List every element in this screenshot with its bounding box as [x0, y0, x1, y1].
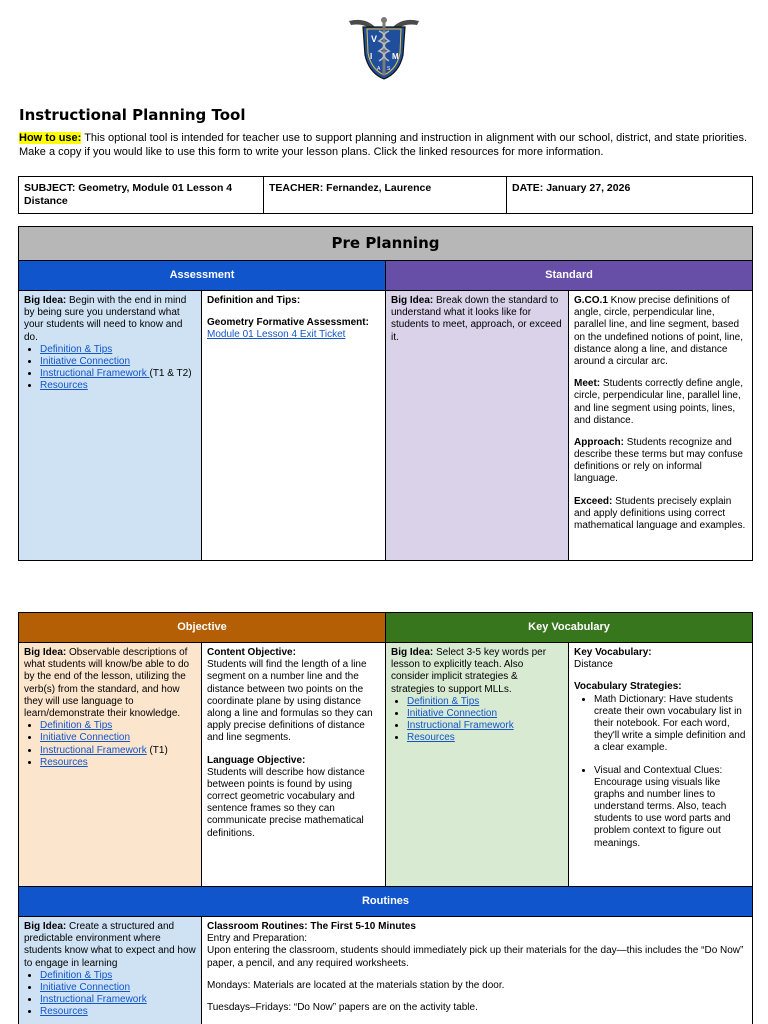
standard-details-cell: G.CO.1 Know precise definitions of angle, circle, perpendicular line, parallel line, and line segment, based on the undefined notions of point, line, distance along a line, and distance around a circular arc. Meet: Students correctly define angle, circle, perpendicular line, parallel line, and line segment using points, lines, and distance. Approach: Students recognize and describe these terms but may confuse definitions or rely on informal language. Exceed: Students precisely explain and apply definitions using correct mathematical language and examples. [569, 291, 753, 561]
date-cell: DATE: January 27, 2026 [507, 177, 753, 214]
vocab-strategy-item: • Visual and Contextual Clues: Encourage using visuals like graphs and number lines to understand terms. Also, teach students to use word parts and problem context to figure out meanings. [594, 765, 747, 850]
instructional-framework-link[interactable]: Instructional Framework [40, 368, 150, 380]
logo-letter: A [377, 66, 381, 72]
objective-header: Objective [19, 613, 386, 643]
vocab-strategy-item: • Math Dictionary: Have students create their own vocabulary list in their notebook. For each word, they'll write a simple definition and a clear example. [594, 694, 747, 755]
definition-tips-link[interactable]: Definition & Tips [40, 969, 113, 981]
vocabulary-details-cell: Key Vocabulary: Distance Vocabulary Strategies: • Math Dictionary: Have students create their own vocabulary list in their notebook. For each word, they'll write a simple definition and a clear example. • Visual and Contextual Clues: Encourage using visuals like graphs and number lines to understand terms. Also, teach students to use word parts and problem context to figure out meanings. [569, 643, 753, 887]
how-to-use-label: How to use: [19, 132, 82, 144]
objective-vocabulary-table [18, 612, 753, 1024]
resources-link[interactable]: Resources [407, 732, 455, 744]
key-vocabulary-header: Key Vocabulary [386, 613, 753, 643]
standard-big-idea-cell: Big Idea: Break down the standard to understand what it looks like for students to meet, approach, or exceed it. [386, 291, 569, 561]
how-to-use-text [19, 131, 754, 160]
instructional-framework-link[interactable]: Instructional Framework [40, 994, 147, 1006]
initiative-connection-link[interactable]: Initiative Connection [40, 981, 131, 993]
definition-tips-link[interactable]: Definition & Tips [40, 343, 113, 355]
initiative-connection-link[interactable]: Initiative Connection [40, 732, 131, 744]
def-tips-label: Definition and Tips: [207, 295, 301, 306]
teacher-cell: TEACHER: Fernandez, Laurence [264, 177, 507, 214]
objective-details-cell: Content Objective: Students will find the length of a line segment on a number line and the distance between two points on the coordinate plane by using distance along a line and formulas so they can apply precise definitions of distance and line segments. Language Objective: Students will describe how distance between points is found by using correct geometric vocabulary and sentence frames so they can communicate precise mathematical definitions. [202, 643, 386, 887]
page-title: Instructional Planning Tool [19, 106, 246, 124]
resources-link[interactable]: Resources [40, 756, 88, 768]
initiative-connection-link[interactable]: Initiative Connection [407, 707, 498, 719]
resources-link[interactable]: Resources [40, 380, 88, 392]
logo-letter: I [370, 52, 373, 61]
instructional-framework-link[interactable]: Instructional Framework [407, 720, 514, 732]
exit-ticket-link[interactable]: Module 01 Lesson 4 Exit Ticket [207, 329, 346, 341]
instructional-framework-link[interactable]: Instructional Framework [40, 744, 147, 756]
initiative-connection-link[interactable]: Initiative Connection [40, 355, 131, 367]
routines-details-cell: Classroom Routines: The First 5-10 Minutes Entry and Preparation: Upon entering the classroom, students should immediately pick up their materials for the day—this includes the “Do Now” paper, a pencil, and any required worksheets. Mondays: Materials are located at the materials station by the door. Tuesdays–Fridays: “Do Now” papers are on the activity table. [202, 917, 753, 1024]
logo-letter: V [371, 34, 378, 44]
objective-big-idea-cell: Big Idea: Observable descriptions of what students will know/be able to do by the end of the lesson, utilizing the verb(s) from the standard, and how they will use language to learn/demonstrate their knowledge. • Definition & Tips • Initiative Connection • Instructional Framework (T1) • Resources [19, 643, 202, 887]
lesson-info-table [18, 176, 753, 214]
routines-big-idea-cell: Big Idea: Create a structured and predictable environment where students know what to expect and how to engage in learning • Definition & Tips • Initiative Connection • Instructional Framework • Resources [19, 917, 202, 1024]
formative-label: Geometry Formative Assessment: [207, 317, 369, 329]
definition-tips-link[interactable]: Definition & Tips [40, 720, 113, 732]
pre-planning-table [18, 226, 753, 561]
pre-planning-header: Pre Planning [19, 227, 753, 261]
routines-header: Routines [19, 887, 753, 917]
how-to-use-body: This optional tool is intended for teacher use to support planning and instruction in alignment with our school, district, and state priorities. Make a copy if you would like to use this form to write your lesson plans. Click the linked resources for more information. [19, 132, 748, 159]
logo-letter: S [387, 66, 391, 72]
vocabulary-big-idea-cell: Big Idea: Select 3-5 key words per lesson to explicitly teach. Also consider implicit strategies & strategies to support MLLs. • Definition & Tips • Initiative Connection • Instructional Framework • Resources [386, 643, 569, 887]
school-logo [345, 15, 423, 83]
resources-link[interactable]: Resources [40, 1006, 88, 1018]
logo-letter: M [392, 52, 399, 61]
assessment-header: Assessment [19, 261, 386, 291]
subject-cell: SUBJECT: Geometry, Module 01 Lesson 4 Distance [19, 177, 264, 214]
definition-tips-link[interactable]: Definition & Tips [407, 695, 480, 707]
assessment-big-idea-cell: Big Idea: Begin with the end in mind by being sure you understand what your students will need to know and do. • Definition & Tips • Initiative Connection • Instructional Framework (T1 & T2) • Resources [19, 291, 202, 561]
standard-header: Standard [386, 261, 753, 291]
assessment-details-cell [202, 291, 386, 561]
assessment-big-idea: Big Idea: Begin with the end in mind by being sure you understand what your students will need to know and do. [24, 295, 187, 343]
